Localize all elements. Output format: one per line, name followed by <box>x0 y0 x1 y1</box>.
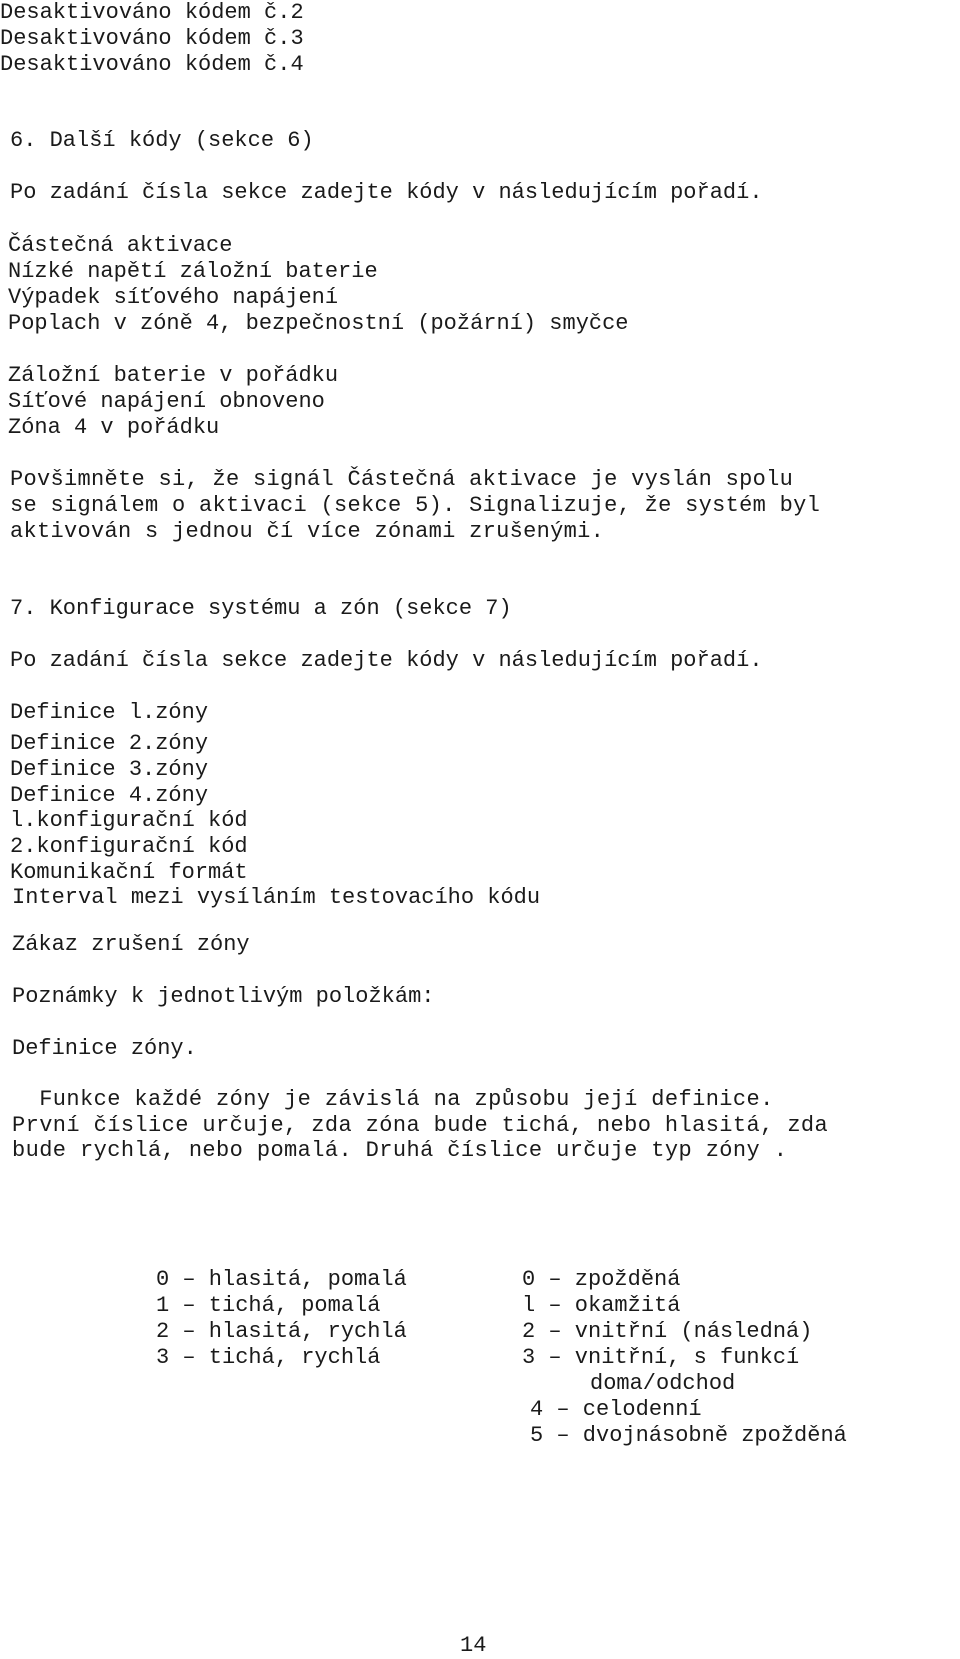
section-6-heading: 6. Další kódy (sekce 6) <box>10 128 314 153</box>
zone-def-line-2: První číslice určuje, zda zóna bude tichá, nebo hlasitá, zda <box>12 1113 829 1138</box>
note-line-3: aktivován s jednou čí více zónami zrušenými. <box>10 519 605 544</box>
ac-restored: Síťové napájení obnoveno <box>8 389 325 414</box>
page-number: 14 <box>460 1633 487 1658</box>
battery-ok: Záložní baterie v pořádku <box>8 363 339 388</box>
second-digit-3: 3 – vnitřní, s funkcí <box>522 1345 800 1370</box>
deactivated-code-2: Desaktivováno kódem č.2 <box>0 0 304 25</box>
deactivated-code-3: Desaktivováno kódem č.3 <box>0 26 304 51</box>
low-battery: Nízké napětí záložní baterie <box>8 259 378 284</box>
note-line-2: se signálem o aktivaci (sekce 5). Signalizuje, že systém byl <box>10 493 821 518</box>
second-digit-4: 4 – celodenní <box>530 1397 702 1422</box>
partial-arming: Částečná aktivace <box>8 233 233 258</box>
zone-4-ok: Zóna 4 v pořádku <box>8 415 220 440</box>
section-6-intro: Po zadání čísla sekce zadejte kódy v následujícím pořadí. <box>10 180 763 205</box>
zone-definition-heading: Definice zóny. <box>12 1036 197 1061</box>
note-line-1: Povšimněte si, že signál Částečná aktivace je vyslán spolu <box>10 467 794 492</box>
first-digit-1: 1 – tichá, pomalá <box>156 1293 381 1318</box>
second-digit-5: 5 – dvojnásobně zpožděná <box>530 1423 847 1448</box>
first-digit-2: 2 – hlasitá, rychlá <box>156 1319 407 1344</box>
section-7-intro: Po zadání čísla sekce zadejte kódy v následujícím pořadí. <box>10 648 763 673</box>
zone-4-definition: Definice 4.zóny <box>10 783 209 808</box>
section-7-heading: 7. Konfigurace systému a zón (sekce 7) <box>10 596 512 621</box>
zone-3-definition: Definice 3.zóny <box>10 757 209 782</box>
second-digit-0: 0 – zpožděná <box>522 1267 681 1292</box>
second-digit-3-cont: doma/odchod <box>590 1371 736 1396</box>
first-digit-3: 3 – tichá, rychlá <box>156 1345 381 1370</box>
zone-4-alarm: Poplach v zóně 4, bezpečnostní (požární) smyčce <box>8 311 629 336</box>
notes-heading: Poznámky k jednotlivým položkám: <box>12 984 435 1009</box>
first-digit-0: 0 – hlasitá, pomalá <box>156 1267 407 1292</box>
second-digit-1: l – okamžitá <box>522 1293 681 1318</box>
ac-failure: Výpadek síťového napájení <box>8 285 339 310</box>
test-interval: Interval mezi vysíláním testovacího kódu <box>12 885 541 910</box>
zone-1-definition: Definice l.zóny <box>10 700 209 725</box>
config-code-2: 2.konfigurační kód <box>10 834 248 859</box>
zone-2-definition: Definice 2.zóny <box>10 731 209 756</box>
zone-bypass-disable: Zákaz zrušení zóny <box>12 932 250 957</box>
zone-def-line-1: Funkce každé zóny je závislá na způsobu její definice. <box>12 1087 774 1112</box>
second-digit-2: 2 – vnitřní (následná) <box>522 1319 813 1344</box>
zone-def-line-3: bude rychlá, nebo pomalá. Druhá číslice určuje typ zóny . <box>12 1138 788 1163</box>
communication-format: Komunikační formát <box>10 860 248 885</box>
config-code-1: l.konfigurační kód <box>10 808 248 833</box>
deactivated-code-4: Desaktivováno kódem č.4 <box>0 52 304 77</box>
